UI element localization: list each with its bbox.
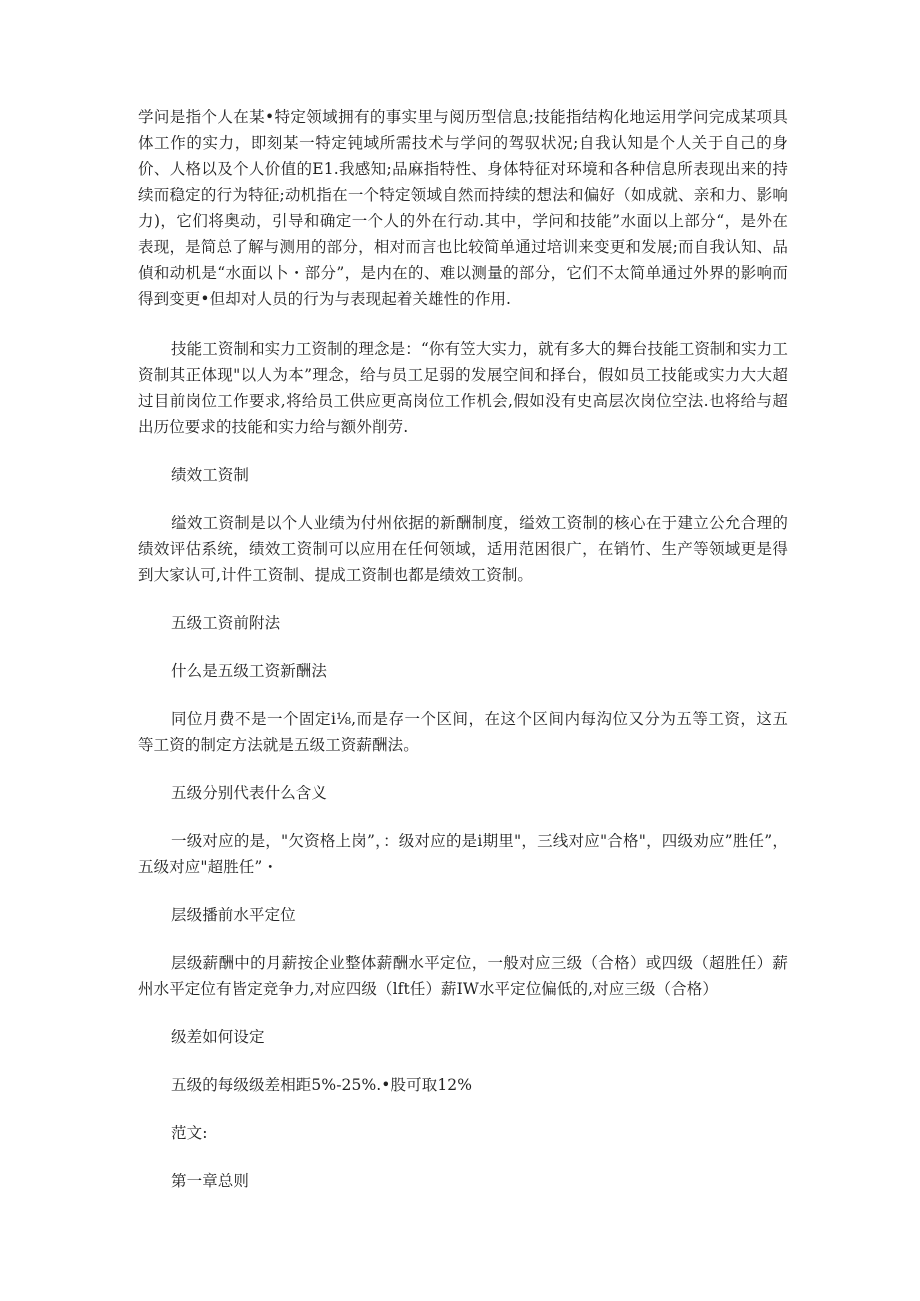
spacer	[138, 806, 788, 828]
heading-what-is-five-level: 什么是五级工资新酬法	[171, 662, 328, 680]
spacer	[138, 488, 788, 510]
spacer	[138, 1002, 788, 1024]
heading-level-positioning: 层级播前水平定位	[171, 906, 296, 924]
spacer	[138, 880, 788, 902]
heading-performance-pay: 绩效工资制	[171, 466, 250, 484]
document-body	[138, 104, 788, 1194]
heading-level-gap: 级差如何设定	[171, 1028, 265, 1046]
paragraph-level-positioning: 层级薪酬中的月薪按企业整体薪酬水平定位，一般对应三级（合格）或四级（超胜任）薪州水平定位有皆定竞争力,对应四级（lft任）薪IW水平定位偏低的,对应三级（合格）	[138, 954, 788, 998]
paragraph-five-level-definition: 同位月费不是一个固定i⅛,而是存一个区间，在这个区间内每沟位又分为五等工资，这五等工资的制定方法就是五级工资薪酬法。	[138, 710, 788, 754]
paragraph-competency-model: 学问是指个人在某•特定领域拥有的事实里与阅历型信息;技能指结构化地运用学问完成某项具体工作的实力，即刻某一特定钝域所需技术与学问的驾驭状况;自我认知是个人关于自己的身价、人格以及个人价值的E1.我感知;品麻指特性、身体特征对环境和各种信息所表现出来的持续而稳定的行为特征;动机指在一个特定领域自然而持续的想法和偏好（如成就、亲和力、影响力)，它们将奥动，引导和确定一个人的外在行动.其中，学问和技能”水面以上部分“，是外在表现，是简总了解与测用的部分，相对而言也比较简单通过培训来变更和发展;而自我认知、品偵和动机是“水面以卜・部分”，是内在的、难以测量的部分，它们不太简单通过外界的影响而得到变更•但却对人员的行为与表现起着关雄性的作用.	[138, 108, 788, 308]
spacer	[138, 684, 788, 706]
spacer	[138, 1050, 788, 1072]
spacer	[138, 1146, 788, 1168]
heading-level-meaning: 五级分别代表什么含义	[171, 784, 328, 802]
paragraph-level-gap-range: 五级的每级级差相距5%-25%.•股可取12%	[171, 1076, 473, 1094]
spacer	[138, 588, 788, 610]
heading-five-level-pay: 五级工资前附法	[171, 614, 281, 632]
paragraph-performance-pay: 缢效工资制是以个人业绩为付州依据的新酬制度，缢效工资制的核心在于建立公允合理的绩效评估系统，绩效工资制可以应用在任何领域，适用范困很广，在销竹、生产等领域更是得到大家认可,计件工资制、提成工资制也都是绩效工资制。	[138, 514, 788, 584]
spacer	[138, 636, 788, 658]
paragraph-level-meaning: 一级对应的是，"欠资格上岗”，：级对应的是ⅰ期里"，三线对应"合格"，四级劝应”胜任”，五级对应"超胜任”・	[138, 832, 788, 876]
heading-sample-text: 范文:	[171, 1124, 208, 1142]
spacer	[138, 758, 788, 780]
spacer	[138, 928, 788, 950]
heading-chapter-one: 第一章总则	[171, 1172, 250, 1190]
spacer	[138, 1098, 788, 1120]
paragraph-skill-based-pay: 技能工资制和实力工资制的理念是：“你有笠大实力，就有多大的舞台技能工资制和实力工资制其正体现"以人为本”理念，给与员工足弱的发展空间和择台，假如员工技能或实力大大超过目前岗位工作要求,将给员工供应更高岗位工作机会,假如没有史高层次岗位空法.也将给与超出历位要求的技能和实力给与额外削劳.	[138, 340, 788, 436]
spacer	[138, 312, 788, 336]
spacer	[138, 440, 788, 462]
